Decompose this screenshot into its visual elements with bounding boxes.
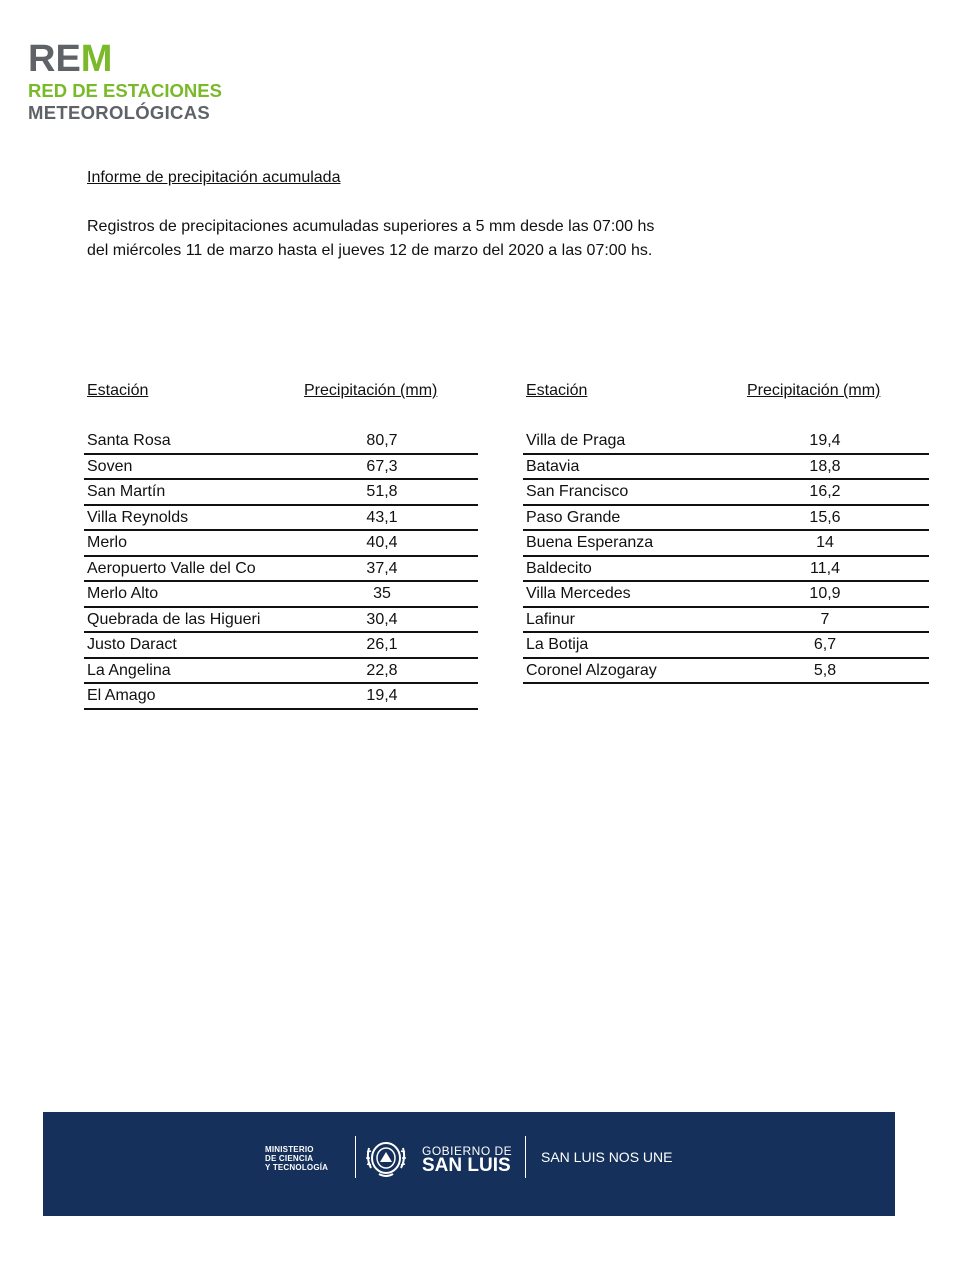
table-row [523, 633, 929, 659]
precip-value: 37,4 [366, 559, 398, 577]
station-name: Villa Mercedes [526, 585, 631, 602]
table-header [523, 382, 929, 406]
precip-value: 40,4 [366, 534, 398, 551]
table-row [84, 557, 478, 583]
table-row [523, 557, 929, 583]
precip-value: 7 [820, 610, 830, 628]
provincial-seal-icon [363, 1138, 409, 1178]
station-name: Baldecito [526, 559, 592, 577]
table-row [84, 429, 478, 455]
table-row [84, 506, 478, 532]
precip-value: 14 [816, 534, 834, 551]
logo-rem [28, 40, 222, 78]
station-name: San Francisco [526, 483, 629, 500]
table-row [523, 582, 929, 608]
table-row [523, 506, 929, 532]
precip-value: 30,4 [366, 610, 398, 628]
report-desc-line1: Registros de precipitaciones acumuladas superiores a 5 mm desde las 07:00 hs [87, 218, 655, 235]
report-title: Informe de precipitación acumulada [87, 169, 341, 186]
station-name: Paso Grande [526, 508, 621, 526]
precip-value: 18,8 [809, 457, 841, 475]
logo-line2: METEOROLÓGICAS [28, 102, 211, 123]
station-name: Coronel Alzogaray [526, 661, 657, 679]
ministerio-line3: Y TECNOLOGÍA [265, 1163, 329, 1172]
table-row [84, 455, 478, 481]
logo-rem-re: RE [28, 38, 81, 80]
table-row [84, 480, 478, 506]
footer-divider [355, 1136, 356, 1178]
station-name: Lafinur [526, 610, 575, 628]
precip-table-left [84, 382, 478, 710]
precip-value: 67,3 [366, 457, 398, 475]
table-body [523, 429, 929, 684]
gobierno-line2: SAN LUIS [422, 1155, 511, 1176]
table-row [84, 608, 478, 634]
precip-value: 6,7 [813, 636, 837, 653]
precip-value: 51,8 [366, 483, 398, 500]
logo-line1: RED DE ESTACIONES [28, 80, 222, 101]
logo-rem-m: M [80, 38, 113, 80]
station-name: Buena Esperanza [526, 534, 654, 551]
header-precip: Precipitación (mm) [747, 382, 881, 399]
header-precip: Precipitación (mm) [304, 382, 438, 399]
precip-table-right [523, 382, 929, 684]
ministerio-line2: DE CIENCIA [265, 1154, 314, 1163]
gobierno-line1: GOBIERNO DE [422, 1144, 513, 1158]
table-row [523, 480, 929, 506]
station-name: Batavia [526, 457, 580, 475]
table-row [84, 633, 478, 659]
station-name: Soven [87, 457, 133, 475]
table-row [84, 531, 478, 557]
precip-value: 16,2 [809, 483, 841, 500]
report-description [87, 215, 847, 263]
ministerio-label [265, 1145, 328, 1172]
table-row [84, 582, 478, 608]
precip-value: 15,6 [809, 508, 841, 526]
precip-value: 19,4 [366, 687, 398, 704]
table-row [523, 531, 929, 557]
table-row [523, 659, 929, 685]
rem-logo [28, 40, 222, 124]
table-row [523, 455, 929, 481]
precip-value: 35 [373, 585, 391, 602]
table-row [523, 429, 929, 455]
table-body [84, 429, 478, 710]
precip-value: 11,4 [810, 559, 840, 577]
precip-value: 5,8 [813, 661, 837, 679]
station-name: Aeropuerto Valle del Co [87, 559, 256, 577]
station-name: La Botija [526, 636, 589, 653]
station-name: Villa Reynolds [87, 508, 189, 526]
station-name: Merlo Alto [87, 585, 159, 602]
station-name: San Martín [87, 483, 166, 500]
station-name: Justo Daract [87, 636, 177, 653]
precip-value: 43,1 [366, 508, 398, 526]
header-station: Estación [87, 382, 149, 399]
report-desc-line2: del miércoles 11 de marzo hasta el jueves 12 de marzo del 2020 a las 07:00 hs. [87, 242, 653, 259]
precip-value: 19,4 [809, 432, 841, 449]
station-name: Villa de Praga [526, 432, 626, 449]
precip-value: 22,8 [366, 661, 398, 679]
table-row [84, 659, 478, 685]
ministerio-line1: MINISTERIO [265, 1145, 314, 1154]
footer-banner [43, 1112, 895, 1216]
precip-value: 80,7 [366, 432, 398, 449]
precip-value: 10,9 [809, 585, 841, 602]
precip-value: 26,1 [366, 636, 398, 653]
table-row [84, 684, 478, 710]
station-name: Santa Rosa [87, 432, 171, 449]
table-row [523, 608, 929, 634]
footer-divider [525, 1136, 526, 1178]
station-name: Quebrada de las Higueri [87, 610, 261, 628]
table-header [84, 382, 478, 406]
slogan: SAN LUIS NOS UNE [541, 1149, 673, 1165]
station-name: La Angelina [87, 661, 171, 679]
header-station: Estación [526, 382, 588, 399]
station-name: Merlo [87, 534, 128, 551]
station-name: El Amago [87, 687, 156, 704]
